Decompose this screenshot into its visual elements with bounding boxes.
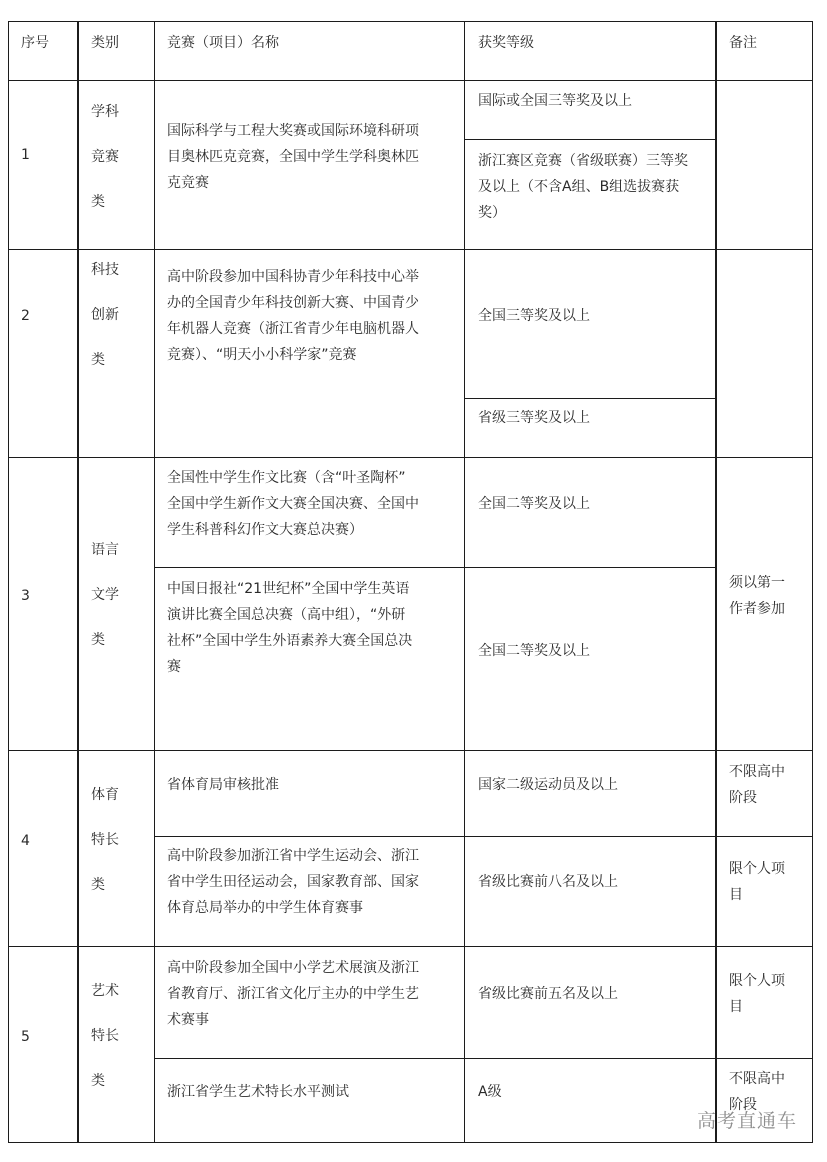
header-category: 类别 <box>91 35 119 51</box>
row-5-award-1: 省级比赛前五名及以上 <box>478 986 618 1002</box>
row-1-competition: 国际科学与工程大奖赛或国际环境科研项 目奥林匹克竞赛，全国中学生学科奥林匹 克竞赛 <box>167 123 419 191</box>
header-index: 序号 <box>21 35 49 51</box>
row-3-award-2: 全国二等奖及以上 <box>478 643 590 659</box>
row-4-remark-2: 限个人项 目 <box>729 861 785 903</box>
header-award-level: 获奖等级 <box>478 35 534 51</box>
row-4-category: 体育 特长 类 <box>91 787 119 893</box>
row-4-competition-2: 高中阶段参加浙江省中学生运动会、浙江 省中学生田径运动会，国家教育部、国家 体育总局举办的中学生体育赛事 <box>167 848 419 916</box>
watermark: 高考直通车 <box>696 1110 797 1132</box>
row-2-award-1: 全国三等奖及以上 <box>478 308 590 324</box>
row-1-index: 1 <box>21 147 30 163</box>
row-5-competition-2: 浙江省学生艺术特长水平测试 <box>167 1084 349 1100</box>
row-3-remark: 须以第一 作者参加 <box>729 575 785 617</box>
row-5-index: 5 <box>21 1029 30 1045</box>
row-4-remark-1: 不限高中 阶段 <box>729 764 785 806</box>
header-competition: 竞赛（项目）名称 <box>167 35 279 51</box>
row-1-award-2: 浙江赛区竞赛（省级联赛）三等奖 及以上（不含A组、B组选拔赛获 奖） <box>478 153 688 221</box>
row-3-index: 3 <box>21 588 30 604</box>
row-5-competition-1: 高中阶段参加全国中小学艺术展演及浙江 省教育厅、浙江省文化厅主办的中学生艺 术赛事 <box>167 960 419 1028</box>
row-1-award-1: 国际或全国三等奖及以上 <box>478 93 632 109</box>
row-3-category: 语言 文学 类 <box>91 542 119 648</box>
row-4-award-2: 省级比赛前八名及以上 <box>478 874 618 890</box>
row-3-competition-1: 全国性中学生作文比赛（含“叶圣陶杯” 全国中学生新作文大赛全国决赛、全国中 学生科普科幻作文大赛总决赛） <box>167 470 419 538</box>
row-5-remark-1: 限个人项 目 <box>729 973 785 1015</box>
row-5-remark-2: 不限高中 阶段 <box>729 1071 785 1113</box>
row-4-index: 4 <box>21 833 30 849</box>
row-2-index: 2 <box>21 308 30 324</box>
row-4-award-1: 国家二级运动员及以上 <box>478 777 618 793</box>
row-5-award-2: A级 <box>478 1084 502 1100</box>
row-4-competition-1: 省体育局审核批准 <box>167 777 279 793</box>
row-2-award-2: 省级三等奖及以上 <box>478 410 590 426</box>
row-3-award-1: 全国二等奖及以上 <box>478 496 590 512</box>
row-2-category: 科技 创新 类 <box>91 262 119 368</box>
header-remarks: 备注 <box>729 35 757 51</box>
row-2-competition: 高中阶段参加中国科协青少年科技中心举 办的全国青少年科技创新大赛、中国青少 年机器人竞赛（浙江省青少年电脑机器人 竞赛）、“明天小小科学家”竞赛 <box>167 269 419 363</box>
row-1-category: 学科 竞赛 类 <box>91 104 119 210</box>
row-5-category: 艺术 特长 类 <box>91 983 119 1089</box>
row-3-competition-2: 中国日报社“21世纪杯”全国中学生英语 演讲比赛全国总决赛（高中组），“外研 社杯”全国中学生外语素养大赛全国总决 赛 <box>167 581 413 675</box>
